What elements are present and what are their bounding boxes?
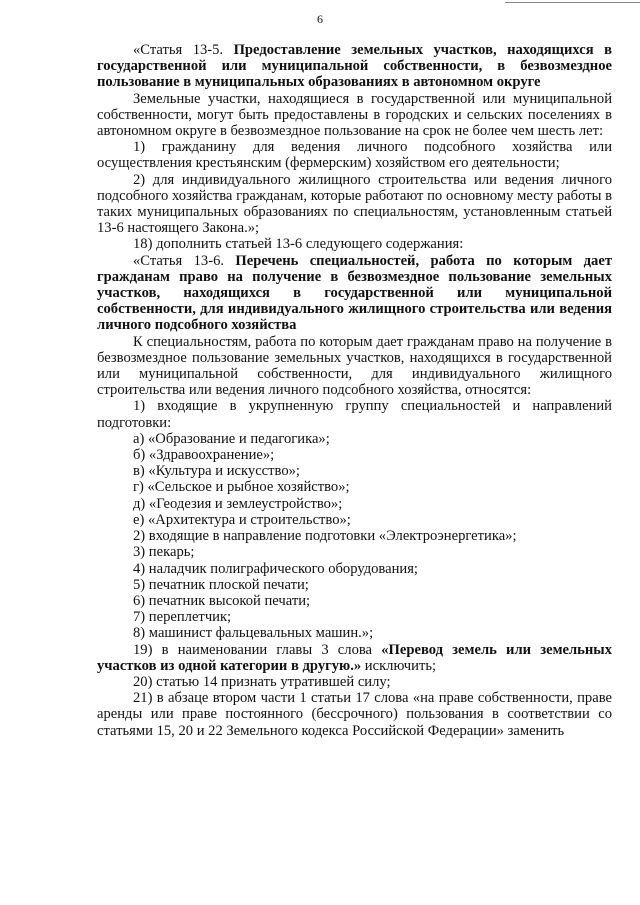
list-item: г) «Сельское и рыбное хозяйство»;: [133, 479, 350, 496]
document-body: [97, 42, 612, 739]
list-item: 2) входящие в направление подготовки «Электроэнергетика»;: [133, 528, 517, 545]
paragraph: 2) для индивидуального жилищного строительства или ведения личного подсобного хозяйства гражданам, которые работают по основному месту работы в таких муниципальных образованиях по специальностям, установленным статьей 13-6 настоящего Закона.»;: [97, 171, 612, 237]
list-item: в) «Культура и искусство»;: [133, 463, 300, 480]
paragraph: 21) в абзаце втором части 1 статьи 17 слова «на праве собственности, праве аренды или праве постоянного (бессрочного) пользования в соответствии со статьями 15, 20 и 22 Земельного кодекса Российской Федерации» заменить: [97, 690, 612, 739]
paragraph: Земельные участки, находящиеся в государственной или муниципальной собственности, могут быть предоставлены в городских и сельских поселениях в автономном округе в безвозмездное пользование на срок не более чем шесть лет:: [97, 90, 612, 140]
paragraph: 20) статью 14 признать утратившей силу;: [133, 673, 391, 690]
paragraph: 1) гражданину для ведения личного подсобного хозяйства или осуществления крестьянским (фермерским) хозяйством его деятельности;: [97, 139, 612, 172]
list-item: 7) переплетчик;: [133, 609, 232, 626]
paragraph-19: 19) в наименовании главы 3 слова «Перевод земель или земельных участков из одной категории в другую.» исключить;: [97, 641, 612, 674]
list-item: а) «Образование и педагогика»;: [133, 430, 330, 447]
paragraph: К специальностям, работа по которым дает гражданам право на получение в безвозмездное пользование земельных участков, находящихся в государственной или муниципальной собственности, для индивидуального жилищного строительства или ведения личного подсобного хозяйства, относятся:: [97, 333, 612, 399]
list-item: е) «Архитектура и строительство»;: [133, 511, 351, 528]
article-13-5-heading: «Статья 13-5. Предоставление земельных участков, находящихся в государственной или муниципальной собственности, в безвозмездное пользование в муниципальных образованиях в автономном округе: [97, 42, 613, 91]
article-13-6-heading: «Статья 13-6. Перечень специальностей, работа по которым дает гражданам право на получение в безвозмездное пользование земельных участков, находящихся в государственной или муниципальной собственности, для индивидуального жилищного строительства или ведения личного подсобного хозяйства: [97, 252, 612, 334]
list-item: 6) печатник высокой печати;: [133, 592, 311, 609]
page-number: 6: [317, 12, 323, 26]
list-item: 5) печатник плоской печати;: [133, 576, 309, 593]
list-item: д) «Геодезия и землеустройство»;: [133, 495, 343, 512]
list-item: б) «Здравоохранение»;: [133, 447, 275, 464]
top-border-line: [505, 2, 640, 3]
list-item: 3) пекарь;: [133, 544, 195, 561]
paragraph: 18) дополнить статьей 13-6 следующего содержания:: [133, 236, 464, 253]
list-item: 8) машинист фальцевальных машин.»;: [133, 625, 374, 642]
list-item: 4) наладчик полиграфического оборудования;: [133, 560, 418, 577]
paragraph: 1) входящие в укрупненную группу специальностей и направлений подготовки:: [97, 398, 612, 431]
